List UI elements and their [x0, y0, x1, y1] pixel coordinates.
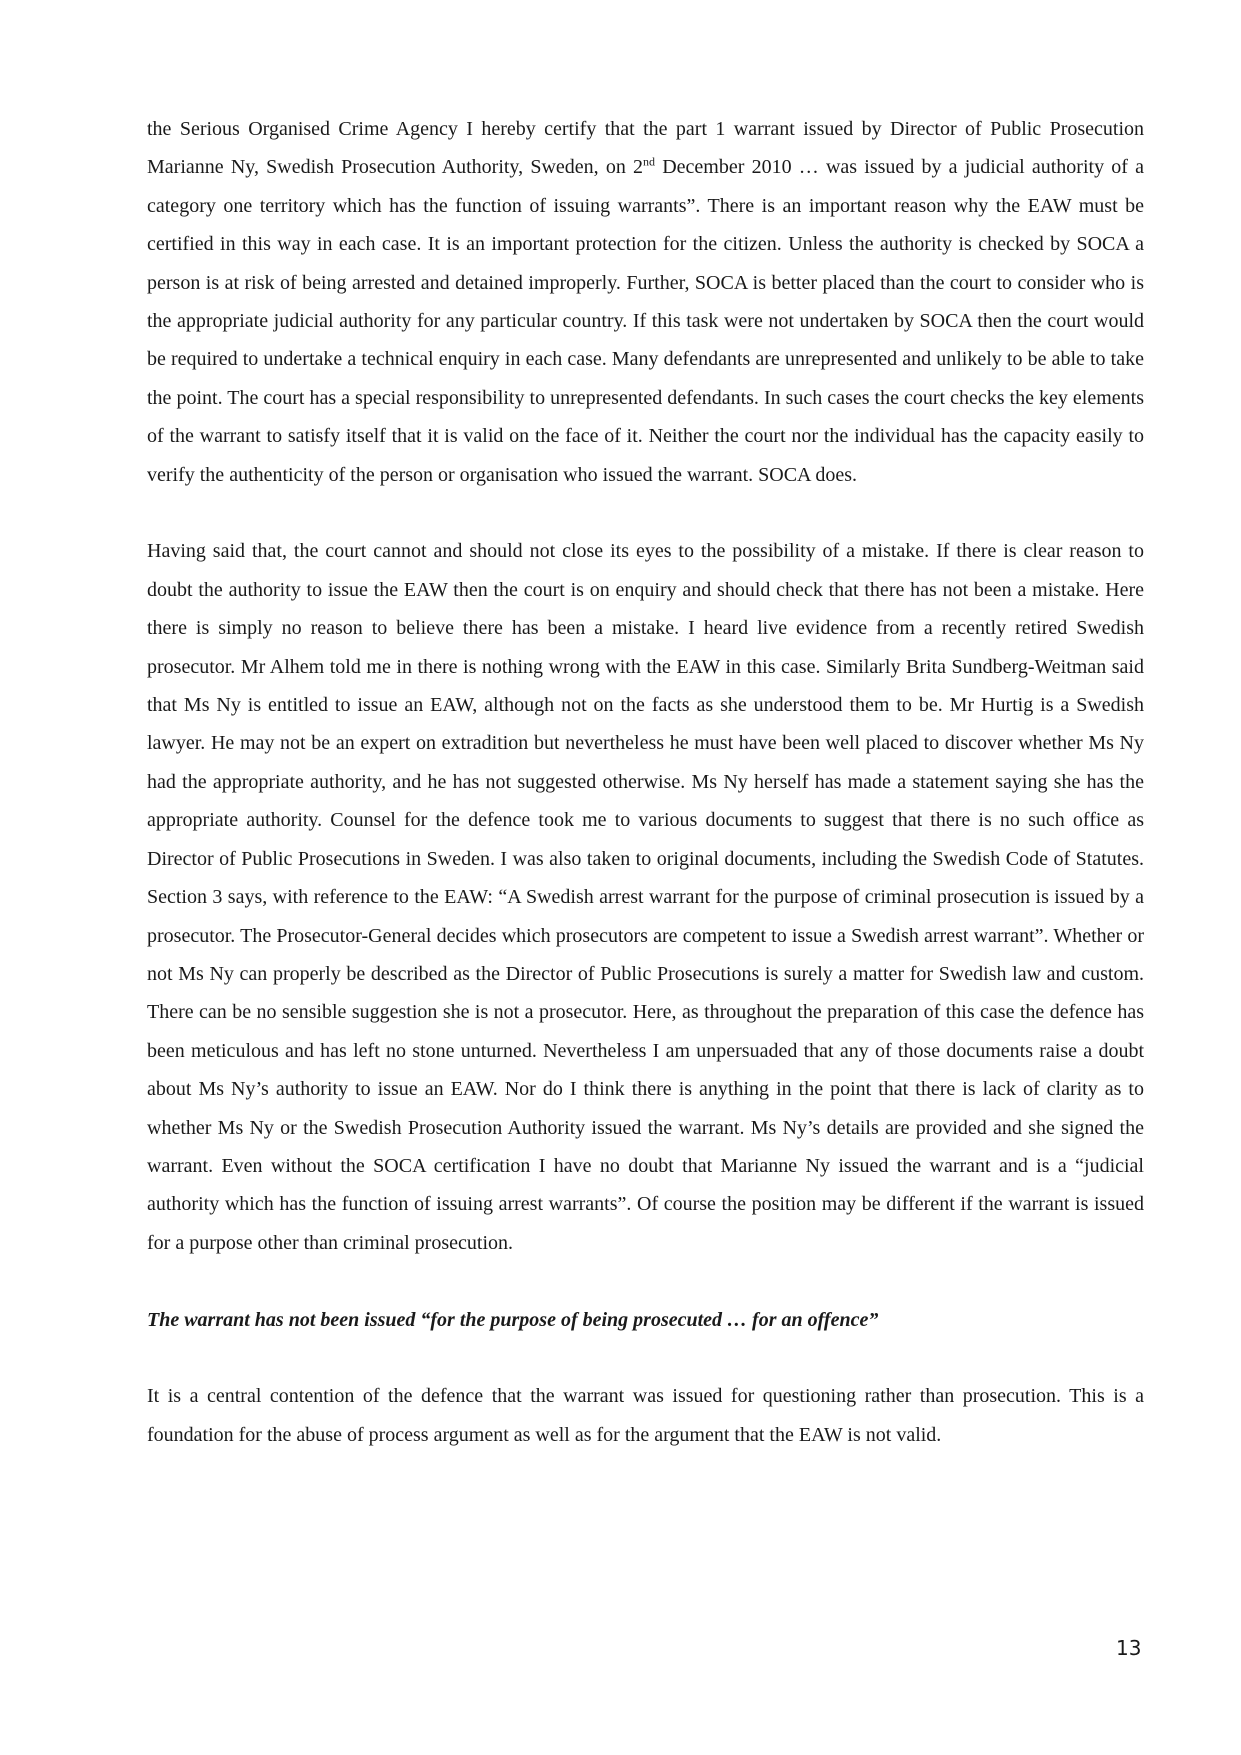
section-heading: The warrant has not been issued “for the purpose of being prosecuted … for an offence”	[147, 1308, 879, 1331]
paragraph-spacer	[147, 1339, 1144, 1377]
ordinal-superscript: nd	[643, 154, 656, 169]
paragraph-text-part: December 2010 … was issued by a judicial authority of a category one territory which has the function of issuing warrants”. There is an important reason why the EAW must be certified in this way in each case. It is an important protection for the citizen. Unless the authority is checked by SOCA a person is at risk of being arrested and detained improperly. Further, SOCA is better placed than the court to consider who is the appropriate judicial authority for any particular country. If this task were not undertaken by SOCA then the court would be required to undertake a technical enquiry in each case. Many defendants are unrepresented and unlikely to be able to take the point. The court has a special responsibility to unrepresented defendants. In such cases the court checks the key elements of the warrant to satisfy itself that it is valid on the face of it. Neither the court nor the individual has the capacity easily to verify the authenticity of the person or organisation who issued the warrant. SOCA does.	[147, 156, 1145, 486]
document-page	[147, 110, 1144, 1454]
body-paragraph-certification	[147, 110, 1144, 494]
body-paragraph-authority: Having said that, the court cannot and should not close its eyes to the possibility of a mistake. If there is clear reason to doubt the authority to issue the EAW then the court is on enquiry and should check that there has not been a mistake. Here there is simply no reason to believe there has been a mistake. I heard live evidence from a recently retired Swedish prosecutor. Mr Alhem told me in there is nothing wrong with the EAW in this case. Similarly Brita Sundberg-Weitman said that Ms Ny is entitled to issue an EAW, although not on the facts as she understood them to be. Mr Hurtig is a Swedish lawyer. He may not be an expert on extradition but nevertheless he must have been well placed to discover whether Ms Ny had the appropriate authority, and he has not suggested otherwise. Ms Ny herself has made a statement saying she has the appropriate authority. Counsel for the defence took me to various documents to suggest that there is no such office as Director of Public Prosecutions in Sweden. I was also taken to original documents, including the Swedish Code of Statutes. Section 3 says, with reference to the EAW: “A Swedish arrest warrant for the purpose of criminal prosecution is issued by a prosecutor. The Prosecutor-General decides which prosecutors are competent to issue a Swedish arrest warrant”. Whether or not Ms Ny can properly be described as the Director of Public Prosecutions is surely a matter for Swedish law and custom. There can be no sensible suggestion she is not a prosecutor. Here, as throughout the preparation of this case the defence has been meticulous and has left no stone unturned. Nevertheless I am unpersuaded that any of those documents raise a doubt about Ms Ny’s authority to issue an EAW. Nor do I think there is anything in the point that there is lack of clarity as to whether Ms Ny or the Swedish Prosecution Authority issued the warrant. Ms Ny’s details are provided and she signed the warrant. Even without the SOCA certification I have no doubt that Marianne Ny issued the warrant and is a “judicial authority which has the function of issuing arrest warrants”. Of course the position may be different if the warrant is issued for a purpose other than criminal prosecution.	[147, 540, 1144, 1254]
paragraph-text-part: the Serious Organised Crime Agency I hereby certify that the part 1 warrant issued by Director of Public Prosecution Marianne Ny, Swedish Prosecution Authority, Sweden, on 2	[147, 118, 1144, 179]
page-number: 13	[1116, 1636, 1142, 1660]
paragraph-spacer	[147, 494, 1144, 532]
body-paragraph-contention: It is a central contention of the defence that the warrant was issued for questioning rather than prosecution. This is a foundation for the abuse of process argument as well as for the argument that the EAW is not valid.	[147, 1385, 1144, 1446]
paragraph-spacer	[147, 1262, 1144, 1300]
